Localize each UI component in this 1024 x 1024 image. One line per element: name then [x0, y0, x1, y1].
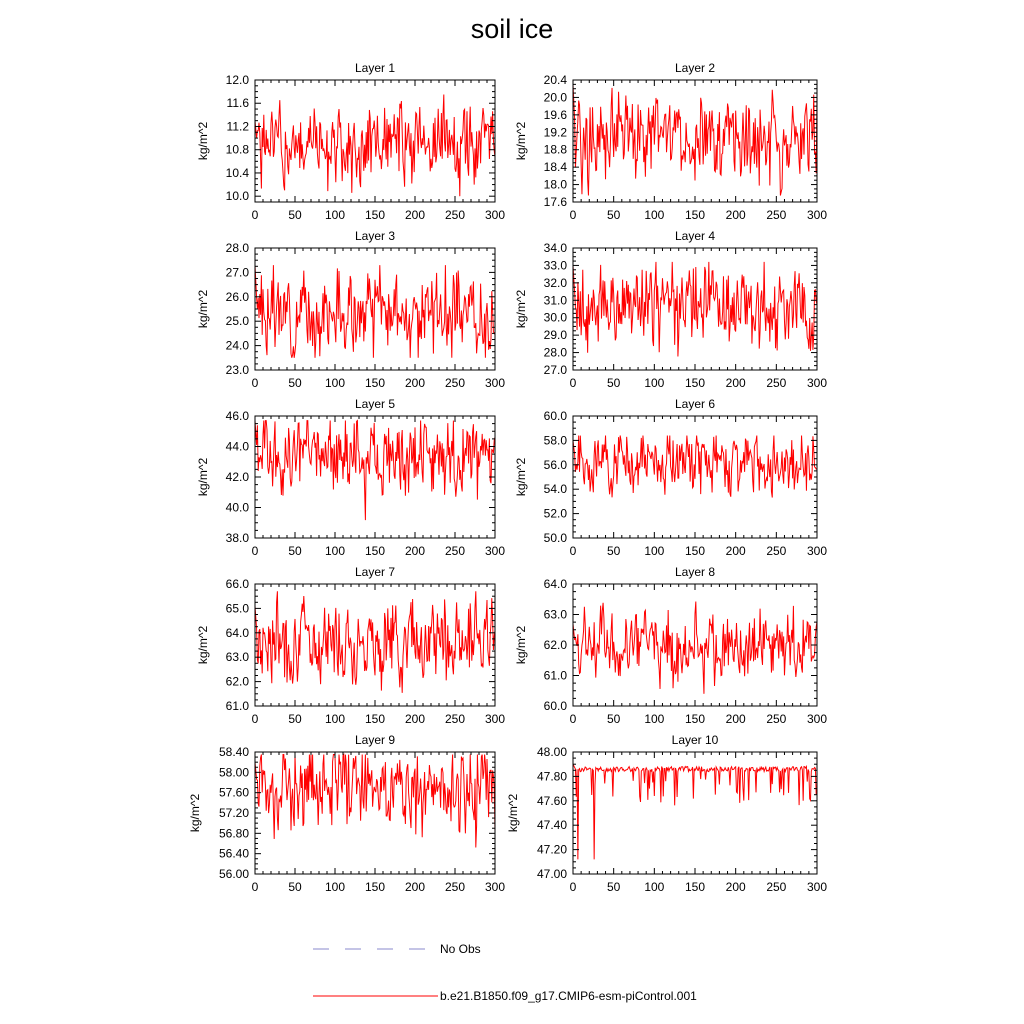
y-tick-label: 56.80: [218, 826, 249, 841]
y-tick-label: 57.60: [218, 785, 249, 800]
panel-title: Layer 9: [354, 733, 396, 747]
y-tick-label: 34.0: [543, 241, 567, 255]
panel-title: Layer 2: [674, 61, 716, 75]
y-tick-label: 58.40: [218, 745, 249, 759]
y-tick-label: 20.0: [543, 90, 567, 105]
x-tick-label: 150: [684, 376, 706, 390]
series-line: [573, 602, 817, 694]
x-tick-label: 0: [569, 208, 577, 222]
x-tick-label: 250: [766, 376, 787, 390]
series-line: [255, 591, 495, 692]
plot-frame: [255, 584, 495, 706]
x-tick-label: 100: [324, 376, 346, 390]
x-tick-label: 300: [484, 544, 506, 558]
y-axis-label: kg/m^2: [514, 121, 528, 161]
x-tick-label: 200: [404, 208, 426, 222]
x-tick-label: 150: [364, 544, 386, 558]
y-tick-label: 65.0: [225, 601, 249, 616]
x-tick-label: 0: [569, 712, 577, 726]
y-tick-label: 18.4: [543, 160, 567, 175]
x-tick-label: 50: [606, 712, 621, 726]
y-tick-label: 10.8: [225, 142, 249, 157]
y-tick-label: 10.4: [225, 165, 249, 180]
panel-title: Layer 4: [674, 229, 716, 243]
y-tick-label: 66.0: [225, 577, 249, 591]
y-tick-label: 47.20: [536, 842, 567, 857]
x-tick-label: 0: [251, 376, 259, 390]
x-tick-label: 50: [606, 376, 621, 390]
y-axis-label: kg/m^2: [514, 625, 528, 665]
y-tick-label: 19.6: [543, 107, 567, 122]
figure-title: soil ice: [470, 14, 554, 44]
x-tick-label: 200: [404, 544, 426, 558]
x-tick-label: 100: [644, 544, 665, 558]
y-tick-label: 24.0: [225, 338, 249, 353]
y-tick-label: 56.40: [218, 846, 249, 861]
x-tick-label: 250: [444, 880, 466, 894]
series-line: [573, 436, 817, 498]
x-tick-label: 50: [288, 880, 302, 894]
x-tick-label: 150: [684, 544, 706, 558]
panel-title: Layer 8: [674, 565, 716, 579]
x-tick-label: 0: [251, 208, 259, 222]
chart-layer-3: [196, 229, 505, 390]
y-tick-label: 54.0: [543, 482, 567, 497]
x-tick-label: 250: [766, 208, 787, 222]
x-tick-label: 200: [404, 712, 426, 726]
y-tick-label: 52.0: [543, 506, 567, 521]
x-tick-label: 0: [569, 544, 577, 558]
x-tick-label: 50: [288, 712, 302, 726]
x-tick-label: 100: [324, 880, 346, 894]
y-tick-label: 38.0: [225, 531, 249, 545]
x-tick-label: 250: [766, 544, 787, 558]
y-tick-label: 63.0: [225, 650, 249, 665]
x-tick-label: 100: [644, 208, 665, 222]
y-tick-label: 11.2: [226, 119, 249, 134]
y-tick-label: 58.0: [543, 433, 567, 448]
x-tick-label: 300: [806, 712, 828, 726]
y-axis-label: kg/m^2: [196, 625, 210, 665]
x-tick-label: 150: [364, 208, 386, 222]
y-tick-label: 56.0: [543, 457, 567, 472]
x-tick-label: 200: [404, 376, 426, 390]
x-tick-label: 250: [444, 544, 466, 558]
x-tick-label: 300: [484, 712, 506, 726]
x-tick-label: 0: [251, 544, 259, 558]
x-tick-label: 50: [288, 544, 302, 558]
series-line: [255, 421, 495, 521]
y-tick-label: 28.0: [225, 241, 249, 255]
y-tick-label: 44.0: [225, 439, 249, 454]
x-tick-label: 200: [725, 376, 746, 390]
y-tick-label: 57.20: [218, 806, 249, 820]
panel-title: Layer 3: [354, 229, 396, 243]
x-tick-label: 150: [364, 376, 386, 390]
x-tick-label: 0: [569, 376, 577, 390]
y-tick-label: 47.40: [536, 818, 567, 833]
chart-layer-10: [506, 733, 827, 894]
y-tick-label: 19.2: [543, 125, 567, 140]
y-tick-label: 26.0: [225, 289, 249, 304]
y-tick-label: 47.60: [536, 793, 567, 808]
x-tick-label: 150: [684, 712, 706, 726]
y-tick-label: 23.0: [225, 363, 249, 377]
y-tick-label: 48.00: [536, 745, 567, 759]
y-tick-label: 40.0: [225, 500, 249, 515]
y-tick-label: 56.00: [218, 867, 249, 881]
series-line: [573, 262, 817, 357]
y-tick-label: 30.0: [543, 310, 567, 325]
y-tick-label: 17.6: [543, 195, 567, 209]
x-tick-label: 250: [766, 880, 787, 894]
y-tick-label: 20.4: [543, 73, 567, 87]
chart-layer-2: [514, 61, 827, 222]
x-tick-label: 150: [364, 712, 386, 726]
legend-label-no-obs: No Obs: [440, 942, 481, 956]
x-tick-label: 200: [725, 712, 746, 726]
x-tick-label: 300: [484, 880, 506, 894]
y-tick-label: 63.0: [543, 607, 567, 622]
y-axis-label: kg/m^2: [196, 121, 210, 161]
y-axis-label: kg/m^2: [196, 457, 210, 497]
y-tick-label: 32.0: [543, 275, 567, 290]
x-tick-label: 300: [484, 208, 506, 222]
x-tick-label: 250: [444, 208, 466, 222]
y-tick-label: 60.0: [543, 699, 567, 713]
x-tick-label: 50: [606, 880, 621, 894]
series-line: [255, 95, 495, 197]
y-tick-label: 18.0: [543, 177, 567, 192]
y-tick-label: 62.0: [543, 638, 567, 652]
y-axis-label: kg/m^2: [188, 793, 202, 833]
y-tick-label: 61.0: [225, 699, 249, 713]
x-tick-label: 50: [288, 208, 302, 222]
y-tick-label: 27.0: [543, 363, 567, 377]
x-tick-label: 300: [806, 544, 828, 558]
x-tick-label: 250: [444, 376, 466, 390]
y-tick-label: 47.80: [536, 769, 567, 784]
y-tick-label: 10.0: [225, 189, 249, 204]
y-tick-label: 12.0: [225, 73, 249, 87]
panel-title: Layer 6: [674, 397, 716, 411]
y-tick-label: 64.0: [543, 577, 567, 591]
y-tick-label: 58.00: [218, 765, 249, 780]
y-axis-label: kg/m^2: [196, 289, 210, 329]
legend-label-model: b.e21.B1850.f09_g17.CMIP6-esm-piControl.001: [440, 989, 697, 1003]
chart-layer-9: [188, 733, 505, 894]
y-tick-label: 28.0: [543, 345, 567, 360]
x-tick-label: 200: [725, 880, 746, 894]
x-tick-label: 100: [324, 208, 346, 222]
x-tick-label: 300: [806, 376, 828, 390]
y-tick-label: 42.0: [225, 470, 249, 484]
x-tick-label: 50: [606, 544, 621, 558]
y-tick-label: 11.6: [226, 96, 249, 111]
chart-layer-8: [514, 565, 827, 726]
chart-layer-7: [196, 565, 505, 726]
x-tick-label: 150: [364, 880, 386, 894]
x-tick-label: 250: [766, 712, 787, 726]
y-tick-label: 60.0: [543, 409, 567, 423]
x-tick-label: 50: [606, 208, 621, 222]
series-line: [573, 764, 817, 859]
y-tick-label: 18.8: [543, 142, 567, 157]
x-tick-label: 50: [288, 376, 302, 390]
x-tick-label: 200: [404, 880, 426, 894]
x-tick-label: 100: [644, 376, 665, 390]
series-line: [255, 265, 495, 358]
x-tick-label: 0: [251, 880, 259, 894]
y-tick-label: 29.0: [543, 328, 567, 343]
y-axis-label: kg/m^2: [506, 793, 520, 833]
x-tick-label: 250: [444, 712, 466, 726]
series-line: [573, 84, 817, 195]
chart-layer-5: [196, 397, 505, 558]
panel-title: Layer 1: [354, 61, 396, 75]
y-tick-label: 25.0: [225, 314, 249, 329]
x-tick-label: 100: [324, 544, 346, 558]
plot-frame: [255, 416, 495, 538]
y-axis-label: kg/m^2: [514, 289, 528, 329]
x-tick-label: 100: [644, 712, 665, 726]
chart-layer-1: [196, 61, 505, 222]
x-tick-label: 300: [806, 208, 828, 222]
series-line: [255, 755, 495, 848]
x-tick-label: 150: [684, 208, 706, 222]
panel-title: Layer 10: [671, 733, 719, 747]
x-tick-label: 0: [251, 712, 259, 726]
y-tick-label: 33.0: [543, 258, 567, 273]
chart-layer-4: [514, 229, 827, 390]
y-tick-label: 31.0: [543, 293, 567, 308]
x-tick-label: 200: [725, 208, 746, 222]
x-tick-label: 150: [684, 880, 706, 894]
y-tick-label: 50.0: [543, 531, 567, 545]
y-tick-label: 62.0: [225, 674, 249, 689]
y-tick-label: 64.0: [225, 625, 249, 640]
x-tick-label: 300: [806, 880, 828, 894]
y-axis-label: kg/m^2: [514, 457, 528, 497]
x-tick-label: 0: [569, 880, 577, 894]
y-tick-label: 47.00: [536, 867, 567, 881]
chart-layer-6: [514, 397, 827, 558]
y-tick-label: 61.0: [543, 668, 567, 683]
panel-title: Layer 7: [354, 565, 396, 579]
y-tick-label: 46.0: [225, 409, 249, 423]
y-tick-label: 27.0: [225, 265, 249, 280]
x-tick-label: 300: [484, 376, 506, 390]
panel-title: Layer 5: [354, 397, 396, 411]
x-tick-label: 100: [324, 712, 346, 726]
x-tick-label: 100: [644, 880, 665, 894]
x-tick-label: 200: [725, 544, 746, 558]
